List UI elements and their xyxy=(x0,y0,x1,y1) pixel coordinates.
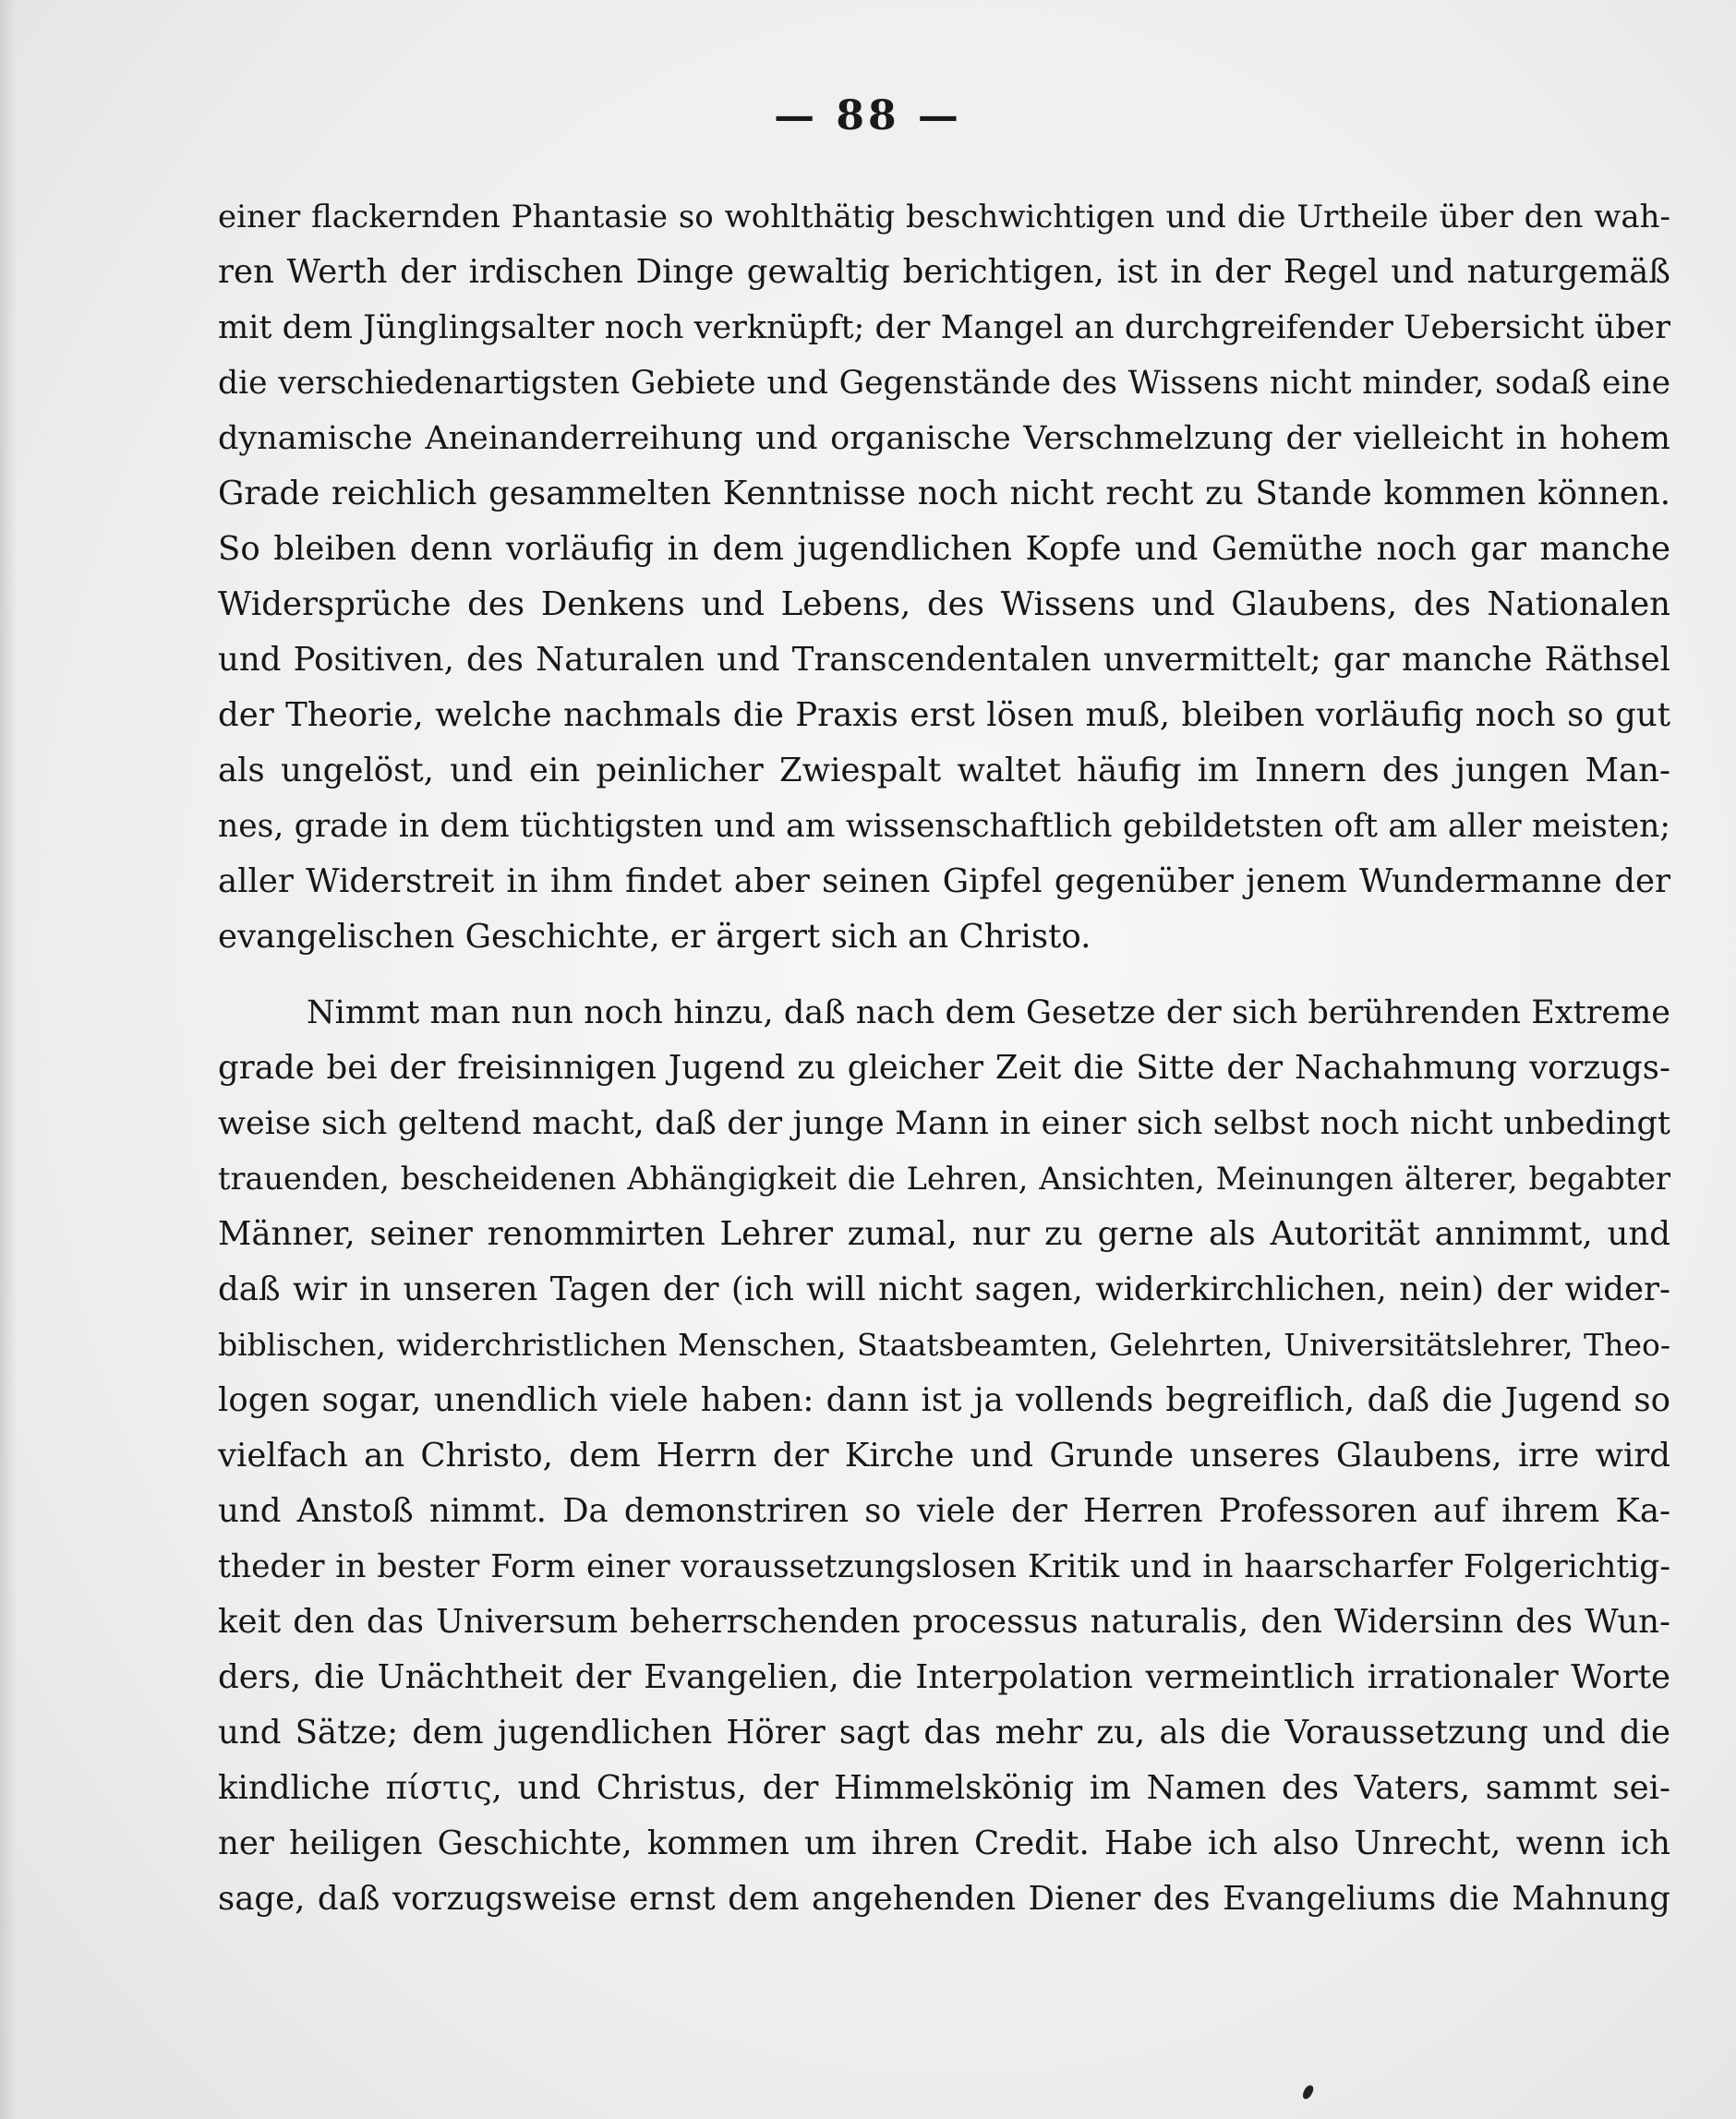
text-line: nes, grade in dem tüchtigsten und am wissenschaftlich gebildetsten oft am aller meisten; xyxy=(218,808,1670,845)
text-line: aller Widerstreit in ihm findet aber seinen Gipfel gegenüber jenem Wundermanne der xyxy=(218,862,1670,900)
text-line: logen sogar, unendlich viele haben: dann ist ja vollends begreiflich, daß die Jugend so xyxy=(218,1381,1670,1419)
text-line: der Theorie, welche nachmals die Praxis erst lösen muß, bleiben vorläufig noch so gut xyxy=(218,696,1670,734)
ink-blot xyxy=(1301,2084,1315,2101)
text-line: weise sich geltend macht, daß der junge Mann in einer sich selbst noch nicht unbedingt xyxy=(218,1105,1670,1142)
text-line: und Anstoß nimmt. Da demonstriren so viele der Herren Professoren auf ihrem Ka- xyxy=(218,1492,1670,1530)
text-line: Grade reichlich gesammelten Kenntnisse noch nicht recht zu Stande kommen können. xyxy=(218,475,1670,512)
text-line: Widersprüche des Denkens und Lebens, des Wissens und Glaubens, des Nationalen xyxy=(218,585,1670,623)
text-line: mit dem Jünglingsalter noch verknüpft; der Mangel an durchgreifender Uebersicht über xyxy=(218,309,1670,346)
text-line: daß wir in unseren Tagen der (ich will nicht sagen, widerkirchlichen, nein) der wider- xyxy=(218,1270,1670,1308)
text-line: die verschiedenartigsten Gebiete und Gegenstände des Wissens nicht minder, sodaß eine xyxy=(218,365,1670,402)
text-line: ren Werth der irdischen Dinge gewaltig berichtigen, ist in der Regel und naturgemäß xyxy=(218,253,1670,291)
page-edge-shadow xyxy=(0,0,17,2119)
text-line: sage, daß vorzugsweise ernst dem angehenden Diener des Evangeliums die Mahnung xyxy=(218,1880,1670,1918)
text-line: kindliche πίστις, und Christus, der Himmelskönig im Namen des Vaters, sammt sei- xyxy=(218,1769,1670,1807)
text-line: dynamische Aneinanderreihung und organische Verschmelzung der vielleicht in hohem xyxy=(218,420,1670,457)
text-line: grade bei der freisinnigen Jugend zu gleicher Zeit die Sitte der Nachahmung vorzugs- xyxy=(218,1049,1670,1087)
text-line: und Positiven, des Naturalen und Transcendentalen unvermittelt; gar manche Räthsel xyxy=(218,641,1670,679)
text-line: keit den das Universum beherrschenden processus naturalis, den Widersinn des Wun- xyxy=(218,1603,1670,1641)
text-line: biblischen, widerchristlichen Menschen, Staatsbeamten, Gelehrten, Universitätslehrer, Theo- xyxy=(218,1327,1670,1363)
page-number: — 88 — xyxy=(774,92,962,139)
text-line: und Sätze; dem jugendlichen Hörer sagt das mehr zu, als die Voraussetzung und die xyxy=(218,1714,1670,1752)
text-line: So bleiben denn vorläufig in dem jugendlichen Kopfe und Gemüthe noch gar manche xyxy=(218,530,1670,568)
text-line: Männer, seiner renommirten Lehrer zumal, nur zu gerne als Autorität annimmt, und xyxy=(218,1215,1670,1253)
text-line: vielfach an Christo, dem Herrn der Kirche und Grunde unseres Glaubens, irre wird xyxy=(218,1437,1670,1475)
text-line: theder in bester Form einer voraussetzungslosen Kritik und in haarscharfer Folgerichtig- xyxy=(218,1548,1670,1585)
text-line: Nimmt man nun noch hinzu, daß nach dem Gesetze der sich berührenden Extreme xyxy=(307,994,1670,1031)
text-line: ders, die Unächtheit der Evangelien, die Interpolation vermeintlich irrationaler Worte xyxy=(218,1658,1670,1696)
text-line: evangelischen Geschichte, er ärgert sich an Christo. xyxy=(218,918,1091,956)
text-line: einer flackernden Phantasie so wohlthätig beschwichtigen und die Urtheile über den wah- xyxy=(218,199,1670,235)
text-line: ner heiligen Geschichte, kommen um ihren Credit. Habe ich also Unrecht, wenn ich xyxy=(218,1824,1670,1862)
text-line: als ungelöst, und ein peinlicher Zwiespalt waltet häufig im Innern des jungen Man- xyxy=(218,752,1670,789)
text-line: trauenden, bescheidenen Abhängigkeit die Lehren, Ansichten, Meinungen älterer, begabter xyxy=(218,1161,1670,1197)
